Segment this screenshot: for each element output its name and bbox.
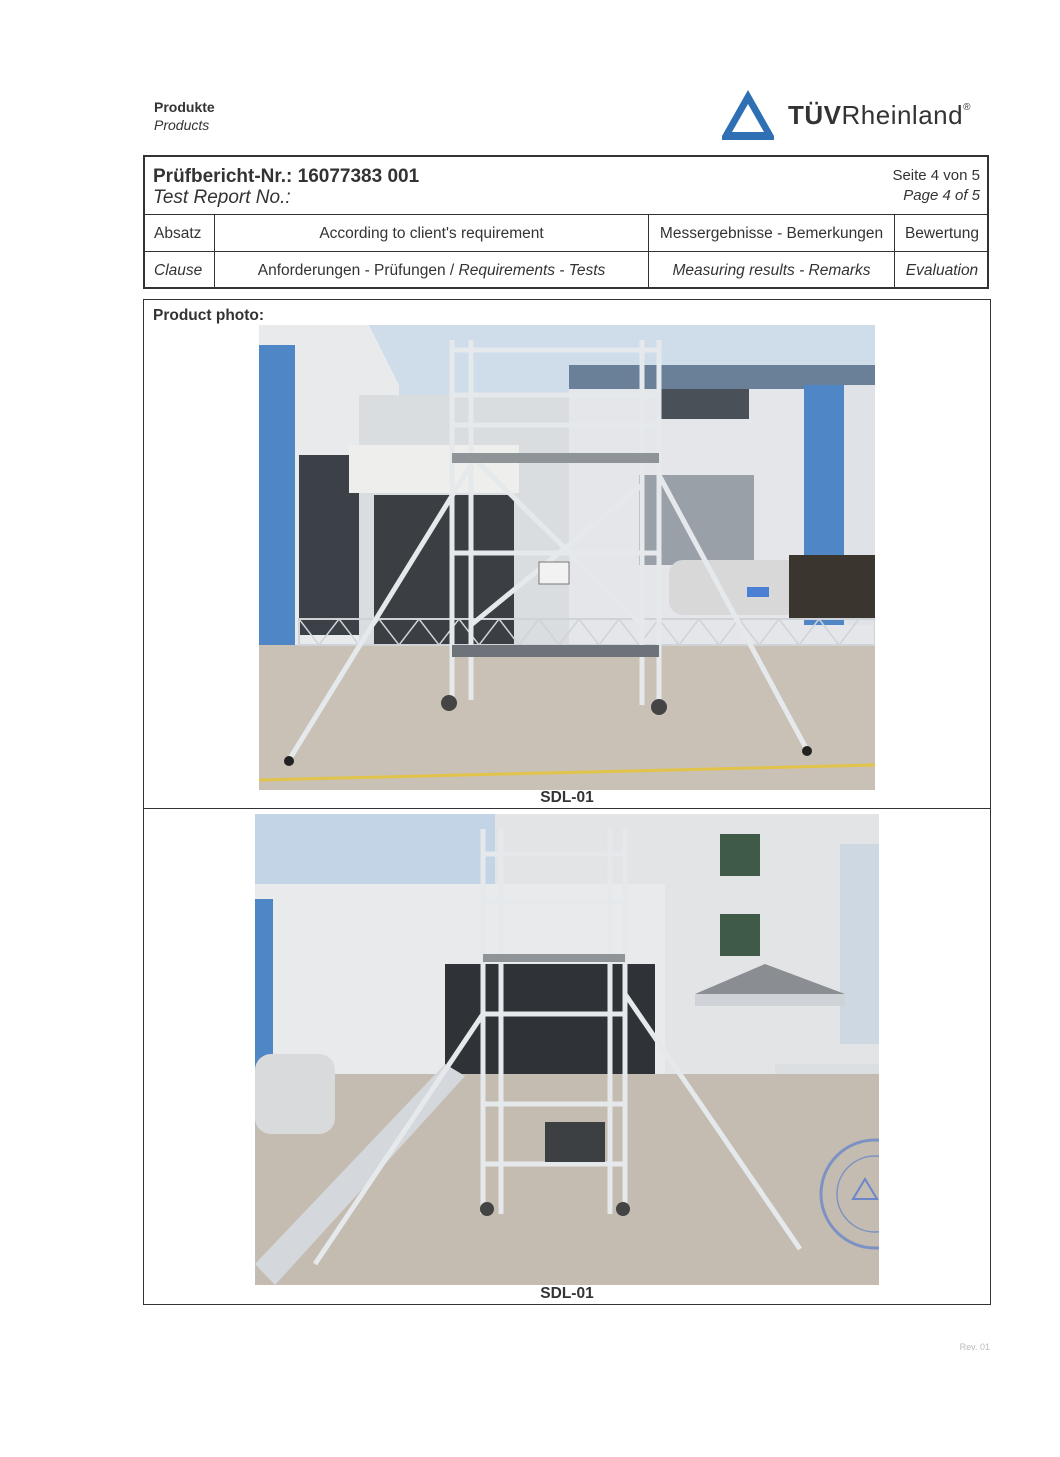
col-requirement-de: According to client's requirement xyxy=(319,225,544,242)
col-clause-de: Absatz xyxy=(154,225,202,242)
page-number-en: Page 4 of 5 xyxy=(903,187,980,204)
tuv-triangle-icon xyxy=(720,86,780,142)
report-number-en: Test Report No.: xyxy=(153,187,291,208)
photo-divider xyxy=(143,808,991,809)
table-divider-mid xyxy=(143,251,989,252)
photo-1-caption: SDL-01 xyxy=(540,789,594,806)
col-evaluation-en: Evaluation xyxy=(905,262,979,279)
table-divider-top xyxy=(143,214,989,215)
col-evaluation-de: Bewertung xyxy=(904,225,980,242)
product-photo-label: Product photo: xyxy=(153,307,265,324)
tuv-logo-text: TÜVRheinland® xyxy=(788,100,971,130)
col-requirement-en: Anforderungen - Prüfungen / Requirements - Tests xyxy=(257,262,606,279)
product-photo-2 xyxy=(255,814,879,1285)
col-results-de: Messergebnisse - Bemerkungen xyxy=(659,225,884,242)
products-label-en: Products xyxy=(154,117,210,133)
product-photo-1 xyxy=(259,325,875,790)
page-number-de: Seite 4 von 5 xyxy=(892,167,980,184)
col-results-en: Measuring results - Remarks xyxy=(672,262,871,279)
report-number-de: Prüfbericht-Nr.: 16077383 001 xyxy=(153,166,420,187)
col-clause-en: Clause xyxy=(154,262,203,279)
photo-2-caption: SDL-01 xyxy=(540,1285,594,1302)
products-label-de: Produkte xyxy=(154,99,215,115)
revision-label: Rev. 01 xyxy=(959,1342,990,1352)
